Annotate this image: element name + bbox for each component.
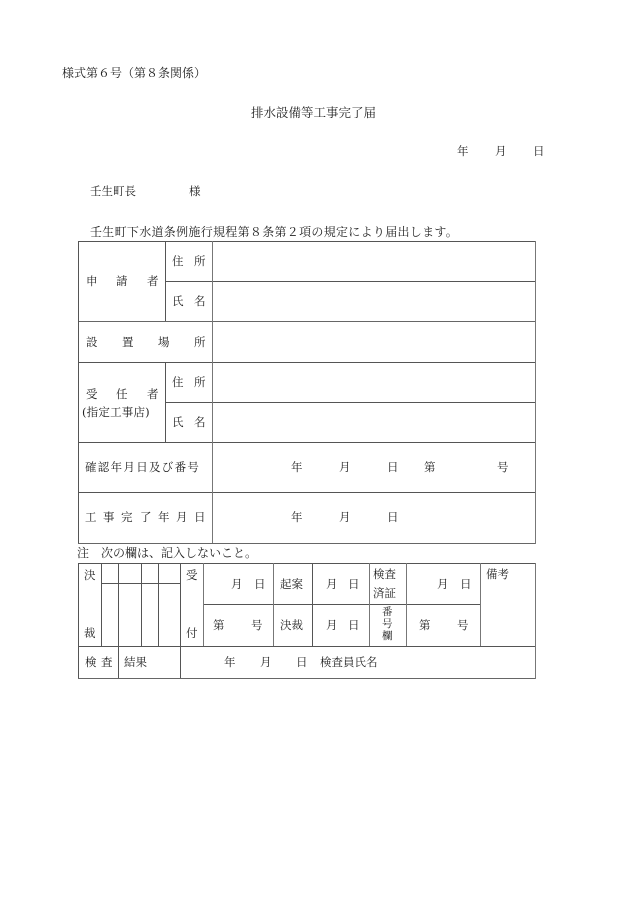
completion-month-unit: 月 xyxy=(339,510,351,524)
addressee-name: 壬生町長 xyxy=(90,184,136,198)
contractor-address-field[interactable] xyxy=(214,363,534,401)
receipt-no-suffix: 号 xyxy=(251,618,263,632)
office-use-note: 注 次の欄は、記入しないこと。 xyxy=(77,546,258,560)
draft-day-unit: 日 xyxy=(348,577,360,591)
table-border xyxy=(273,563,274,646)
table-border xyxy=(203,604,480,605)
inspector-name-field[interactable] xyxy=(390,648,534,676)
number-suffix: 号 xyxy=(457,618,469,632)
inspection-day-unit: 日 xyxy=(460,577,472,591)
result-label: 結果 xyxy=(124,655,147,669)
installation-site-field[interactable] xyxy=(214,323,534,361)
table-border xyxy=(312,563,313,646)
number-prefix: 第 xyxy=(419,618,431,632)
draft-month-unit: 月 xyxy=(326,577,338,591)
inspection-cert-label: 検査 xyxy=(373,567,396,581)
remarks-label: 備考 xyxy=(486,567,509,581)
decision-label-bottom: 裁 xyxy=(84,626,96,640)
confirmation-year-unit: 年 xyxy=(291,460,303,474)
confirmation-label: 確認年月日及び番号 xyxy=(85,460,201,474)
result-year-unit: 年 xyxy=(224,655,236,669)
inspection-month-unit: 月 xyxy=(437,577,449,591)
date-day-unit: 日 xyxy=(533,144,545,158)
table-border xyxy=(406,563,407,646)
table-border xyxy=(203,563,204,646)
applicant-address-field[interactable] xyxy=(214,242,534,280)
receipt-month-unit: 月 xyxy=(231,577,243,591)
result-day-unit: 日 xyxy=(296,655,308,669)
receipt-no-prefix: 第 xyxy=(213,618,225,632)
decision-stamp-cell[interactable] xyxy=(142,584,158,645)
table-border xyxy=(480,563,481,646)
addressee-honorific: 様 xyxy=(189,184,201,198)
result-month-unit: 月 xyxy=(260,655,272,669)
table-border xyxy=(78,563,536,564)
decision-stamp-cell[interactable] xyxy=(119,584,141,645)
table-border xyxy=(78,678,536,679)
table-border xyxy=(78,543,536,544)
draft-label: 起案 xyxy=(280,577,303,591)
approval-label: 決裁 xyxy=(280,618,303,632)
table-border xyxy=(369,563,370,646)
table-border xyxy=(180,563,181,678)
table-border xyxy=(535,563,536,679)
decision-stamp-cell[interactable] xyxy=(102,584,118,645)
table-border xyxy=(78,646,536,647)
table-border xyxy=(78,321,536,322)
date-year-unit: 年 xyxy=(457,144,469,158)
table-border xyxy=(212,241,213,543)
table-border xyxy=(535,241,536,544)
confirmation-day-unit: 日 xyxy=(387,460,399,474)
approval-month-unit: 月 xyxy=(326,618,338,632)
completion-day-unit: 日 xyxy=(387,510,399,524)
completion-year-unit: 年 xyxy=(291,510,303,524)
confirmation-no-prefix: 第 xyxy=(424,460,436,474)
receipt-label-top: 受 xyxy=(186,568,198,582)
contractor-sublabel: (指定工事店) xyxy=(82,405,150,419)
table-border xyxy=(78,563,79,678)
table-border xyxy=(78,241,79,543)
statement-text: 壬生町下水道条例施行規程第８条第２項の規定により届出します。 xyxy=(90,225,459,239)
remarks-field[interactable] xyxy=(482,584,534,645)
table-border xyxy=(165,241,166,321)
form-number: 様式第６号（第８条関係） xyxy=(62,66,207,80)
table-border xyxy=(165,362,166,442)
inspection-cert-label: 済証 xyxy=(373,586,396,600)
contractor-name-field[interactable] xyxy=(214,403,534,441)
applicant-name-field[interactable] xyxy=(214,282,534,320)
confirmation-month-unit: 月 xyxy=(339,460,351,474)
receipt-day-unit: 日 xyxy=(254,577,266,591)
completion-date-field[interactable] xyxy=(214,493,534,542)
inspector-name-label: 検査員氏名 xyxy=(320,655,378,669)
confirmation-date-number-field[interactable] xyxy=(214,443,534,491)
confirmation-no-suffix: 号 xyxy=(497,460,509,474)
date-month-unit: 月 xyxy=(495,144,507,158)
decision-stamp-cell[interactable] xyxy=(159,584,180,645)
document-title: 排水設備等工事完了届 xyxy=(251,105,377,120)
receipt-label-bottom: 付 xyxy=(186,626,198,640)
decision-label-top: 決 xyxy=(84,568,96,582)
approval-day-unit: 日 xyxy=(348,618,360,632)
